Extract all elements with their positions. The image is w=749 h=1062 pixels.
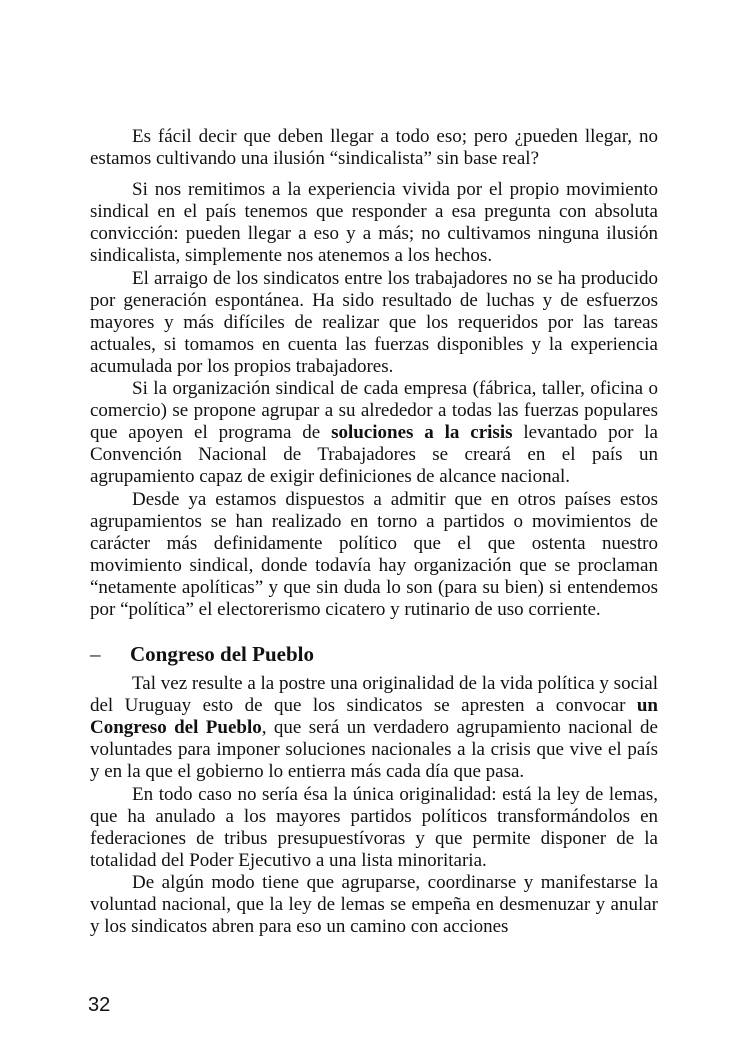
paragraph-6-bold: un Congreso del Pueblo [90,695,658,739]
paragraph-7: En todo caso no sería ésa la única originalidad: está la ley de lemas, que ha anulado a los mayores partidos políticos transformándolos en federaciones de tribus presupuestívoras y que permite disponer de la totalidad del Poder Ejecutivo a una lista minoritaria. [90,783,658,871]
paragraph-3: El arraigo de los sindicatos entre los trabajadores no se ha producido por generación espontánea. Ha sido resultado de luchas y de esfuerzos mayores y más difíciles de realizar que los requeridos por las tareas actuales, si tomamos en cuenta las fuerzas disponibles y la experiencia acumulada por los propios trabajadores. [90,267,658,377]
paragraph-6-text-b: , que será un verdadero agrupamiento nacional de voluntades para imponer soluciones nacionales a la crisis que vive el país y en la que el gobierno lo entierra más cada día que pasa. [90,717,658,783]
paragraph-4 [90,378,658,488]
paragraph-2: Si nos remitimos a la experiencia vivida por el propio movimiento sindical en el país tenemos que responder a esa pregunta con absoluta convicción: pueden llegar a eso y a más; no cultivamos ninguna ilusión sindicalista, simplemente nos atenemos a los hechos. [90,179,658,267]
page-body [90,126,658,938]
paragraph-1: Es fácil decir que deben llegar a todo eso; pero ¿pueden llegar, no estamos cultivando una ilusión “sindicalista” sin base real? [90,126,658,170]
paragraph-4-text-a: Si la organización sindical de cada empresa (fábrica, taller, oficina o comercio) se propone agrupar a su alrededor a todas las fuerzas populares que apoyen el programa de [90,378,658,444]
section-heading [90,641,658,667]
section-title: Congreso del Pueblo [130,642,314,667]
paragraph-6 [90,673,658,783]
paragraph-5: Desde ya estamos dispuestos a admitir que en otros países estos agrupamientos se han realizado en torno a partidos o movimientos de carácter más definidamente político que el que ostenta nuestro movimiento sindical, donde todavía hay organización que se proclaman “netamente apolíticas” y que sin duda lo son (para su bien) si entendemos por “política” el electorerismo cicatero y rutinario de uso corriente. [90,488,658,620]
paragraph-4-text-b: levantado por la Convención Nacional de Trabajadores se creará en el país un agrupamiento capaz de exigir definiciones de alcance nacional. [90,422,658,488]
section-dash: – [90,642,101,667]
paragraph-8: De algún modo tiene que agruparse, coordinarse y manifestarse la voluntad nacional, que la ley de lemas se empeña en desmenuzar y anular y los sindicatos abren para eso un camino con acciones [90,871,658,938]
paragraph-4-bold: soluciones a la crisis [331,422,513,444]
page-number: 32 [88,994,111,1016]
paragraph-6-text-a: Tal vez resulte a la postre una originalidad de la vida política y social del Uruguay esto de que los sindicatos se apresten a convocar [90,673,658,717]
